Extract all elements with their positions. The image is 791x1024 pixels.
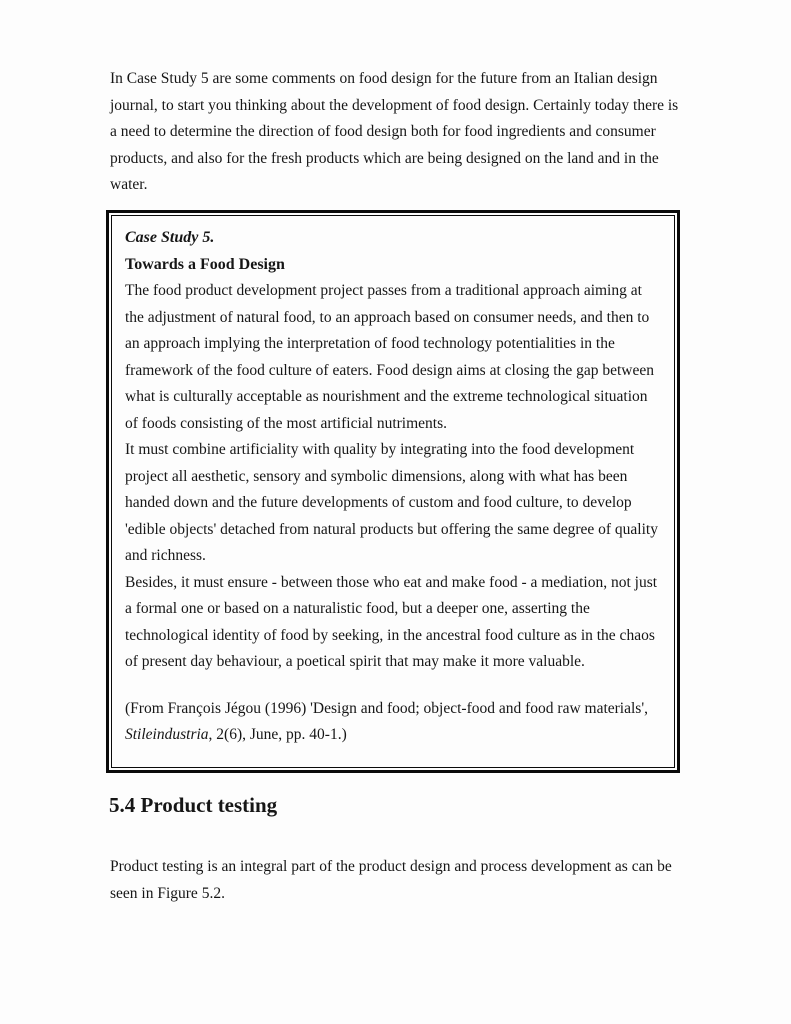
case-study-paragraph-1: The food product development project passes from a traditional approach aiming at the adjustment of natural food, to an approach based on consumer needs, and then to an approach implying the interpretation of food technology potentialities in the framework of the food culture of eaters. Food design aims at closing the gap between what is culturally acceptable as nourishment and the extreme technological situation of foods consisting of the most artificial nutriments. (125, 282, 654, 432)
intro-paragraph: In Case Study 5 are some comments on food design for the future from an Italian design journal, to start you thinking about the development of food design. Certainly today there is a need to determine the direction of food design both for food ingredients and consumer products, and also for the fresh products which are being designed on the land and in the water. (110, 70, 679, 193)
case-study-paragraph-2: It must combine artificiality with quality by integrating into the food development project all aesthetic, sensory and symbolic dimensions, along with what has been handed down and the future developments of custom and food culture, to develop 'edible objects' detached from natural products but offering the same degree of quality and richness. (125, 441, 658, 564)
closing-paragraph: Product testing is an integral part of the product design and process development as can be seen in Figure 5.2. (110, 858, 672, 902)
section-heading: 5.4 Product testing (109, 793, 278, 817)
citation-journal-name: Stileindustria (125, 726, 209, 743)
case-study-citation (125, 696, 660, 749)
case-study-subtitle: Towards a Food Design (125, 255, 285, 273)
case-study-box-inner (111, 215, 675, 768)
citation-prefix: (From François Jégou (1996) 'Design and food; object-food and food raw materials', (125, 699, 648, 717)
case-study-box (106, 210, 680, 773)
case-study-title: Case Study 5. (125, 229, 215, 246)
case-study-paragraph-3: Besides, it must ensure - between those who eat and make food - a mediation, not just a formal one or based on a naturalistic food, but a deeper one, asserting the technological identity of food by seeking, in the ancestral food culture as in the chaos of present day behaviour, a poetical spirit that may make it more valuable. (125, 573, 658, 670)
citation-suffix: , 2(6), June, pp. 40-1.) (208, 726, 347, 743)
